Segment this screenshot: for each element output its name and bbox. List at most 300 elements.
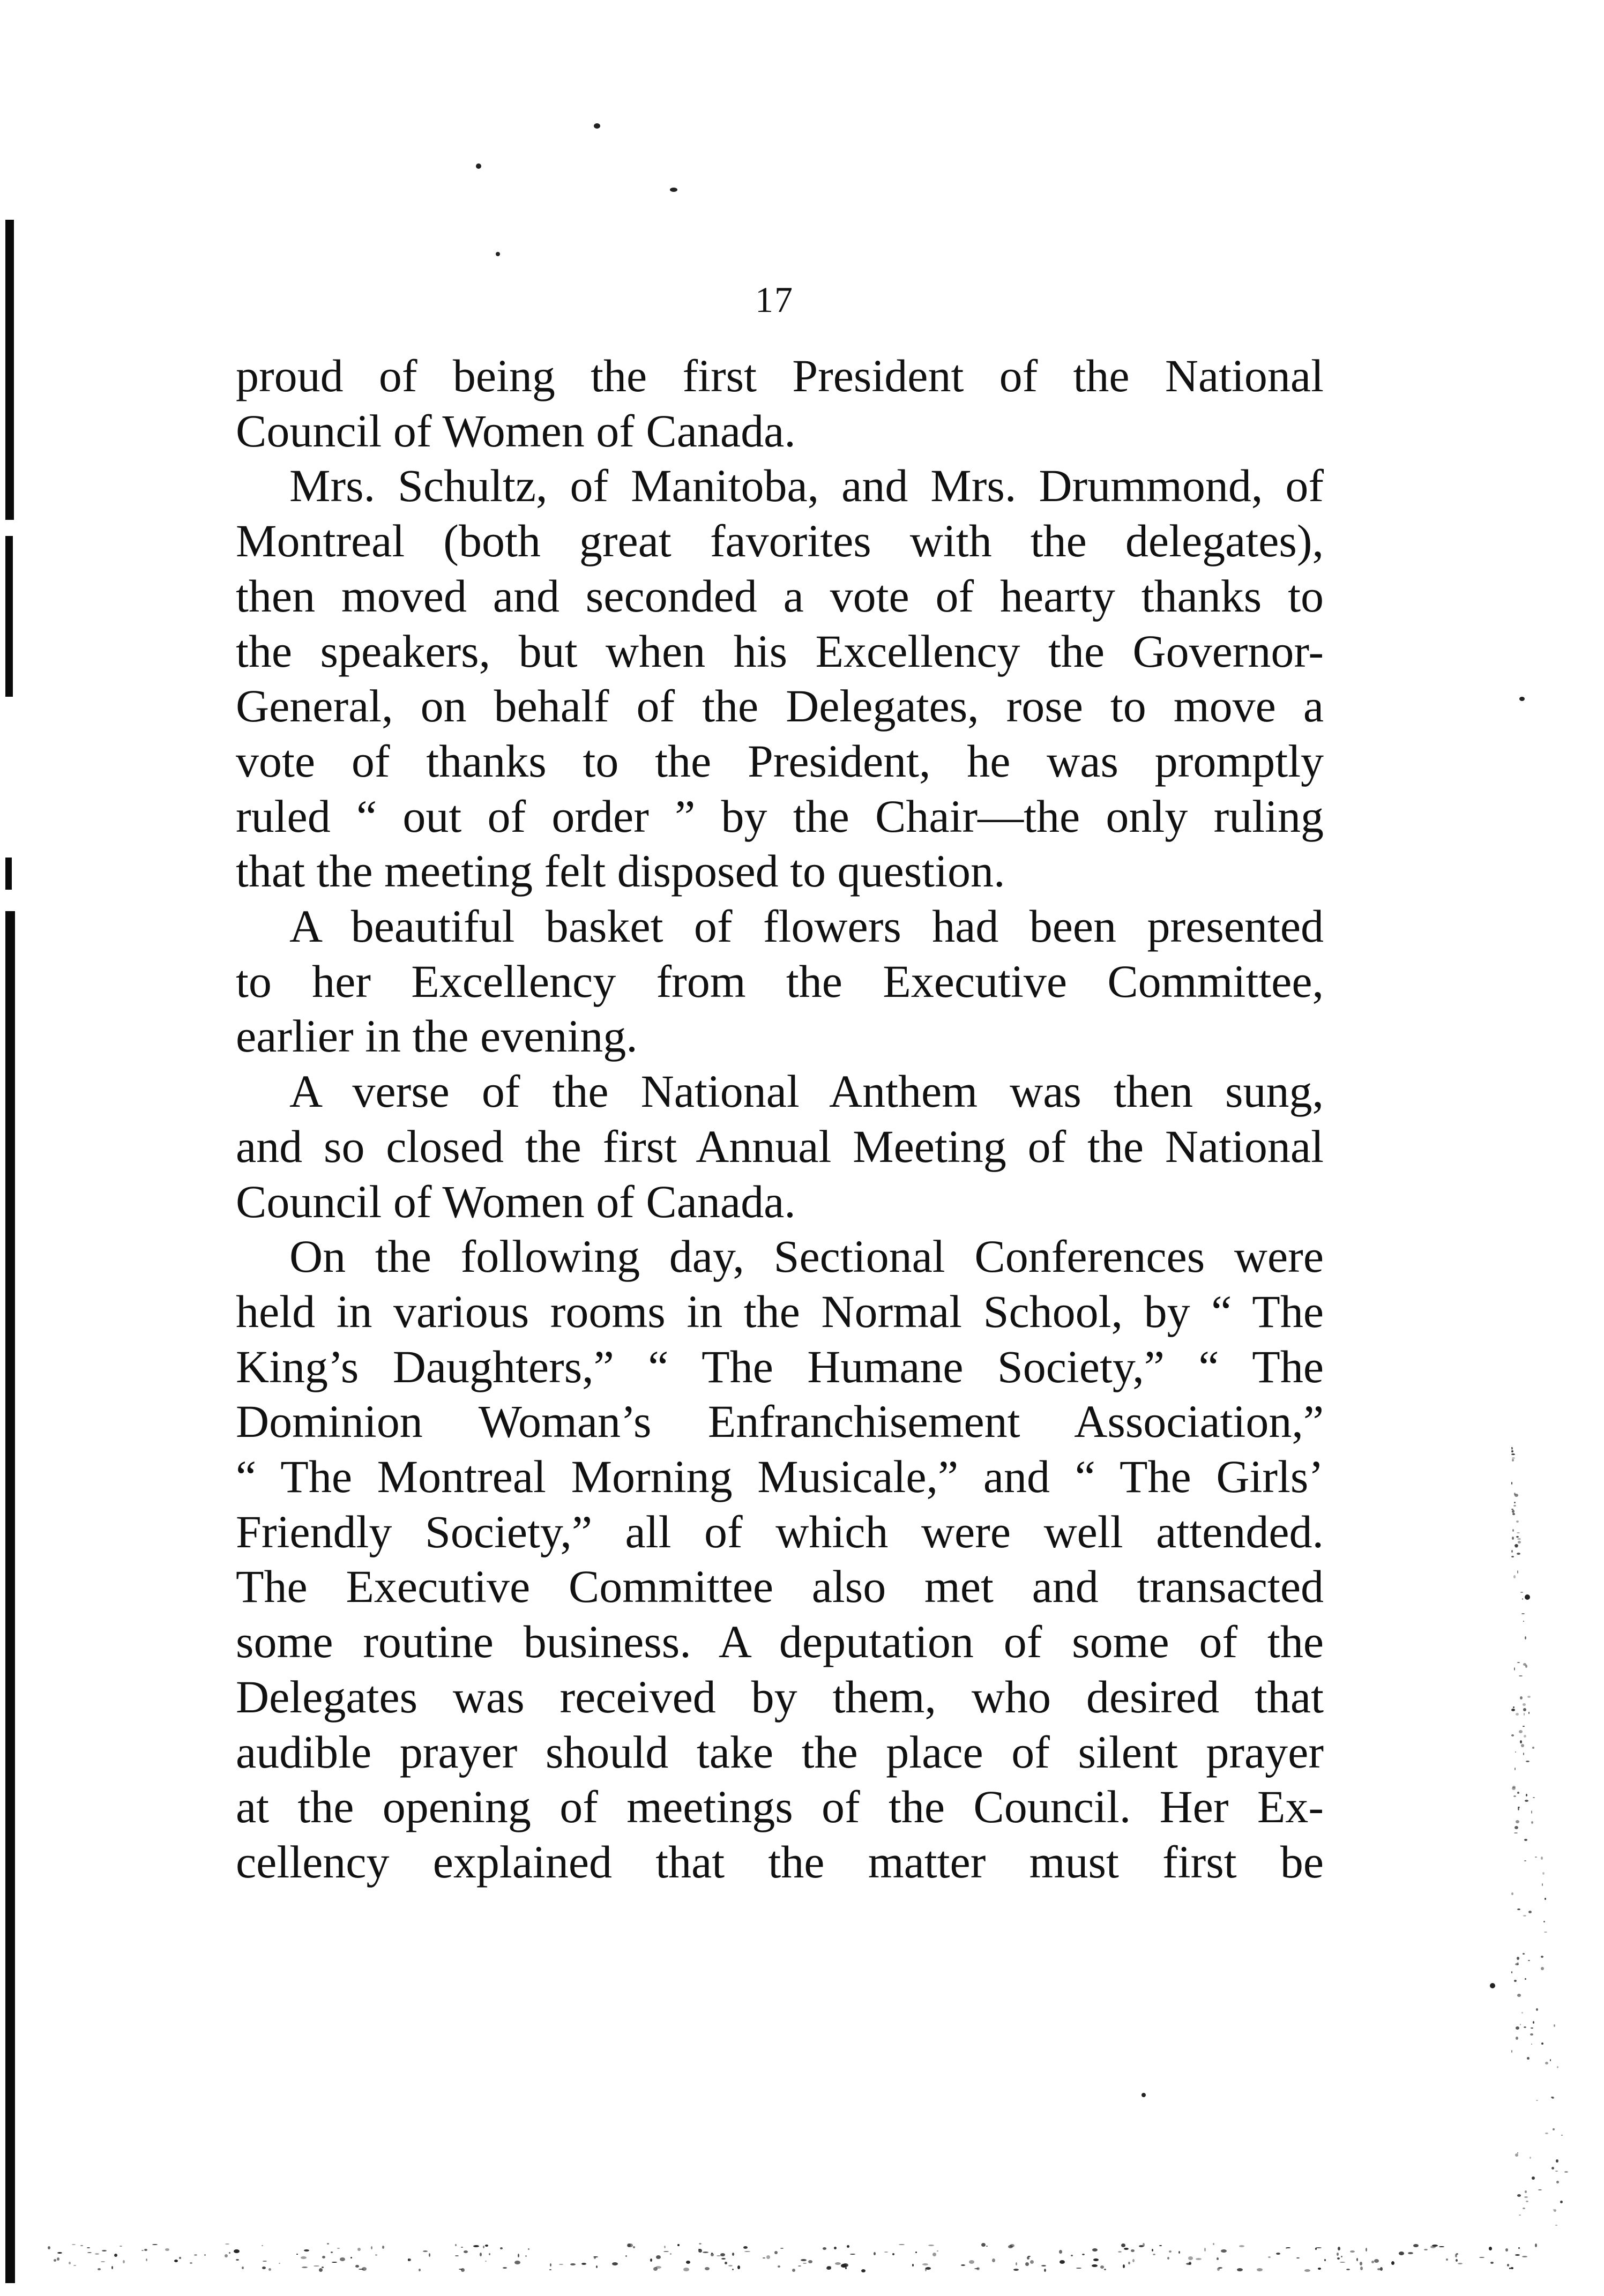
scan-speck: [670, 188, 677, 192]
scan-speck: [922, 2263, 928, 2265]
scan-speck: [1517, 1538, 1521, 1540]
scan-speck: [1268, 2256, 1271, 2258]
scan-speck: [792, 2269, 795, 2272]
scan-speck: [1517, 1994, 1521, 1997]
scan-speck: [1517, 2152, 1518, 2153]
scan-speck: [699, 2243, 702, 2245]
scan-speck: [1517, 1792, 1519, 1794]
scan-speck: [1100, 2265, 1104, 2269]
scan-speck: [485, 2261, 487, 2262]
scan-speck: [1511, 1450, 1513, 1452]
scan-speck: [1430, 2246, 1436, 2248]
scan-speck: [1028, 2256, 1031, 2257]
scan-speck: [1541, 1956, 1543, 1958]
scan-speck: [1550, 2059, 1551, 2061]
scan-speck: [808, 2260, 812, 2263]
scan-speck: [69, 2262, 71, 2264]
scan-speck: [1515, 2254, 1520, 2256]
scan-speck: [570, 2263, 576, 2265]
scan-speck: [981, 2243, 986, 2247]
scan-speck: [1517, 1532, 1520, 1533]
scan-speck: [1008, 2245, 1013, 2248]
scan-speck: [961, 2264, 965, 2266]
scan-speck: [1528, 1911, 1532, 1913]
scan-speck: [1413, 2244, 1419, 2247]
scan-speck: [485, 2245, 488, 2247]
scan-speck: [337, 2248, 340, 2249]
scan-speck: [1204, 2248, 1206, 2252]
scan-speck: [1545, 1898, 1546, 1900]
scan-speck: [322, 2256, 325, 2258]
scan-speck: [932, 2253, 936, 2256]
scan-speck: [1517, 1957, 1519, 1960]
scan-speck: [483, 2246, 484, 2248]
scan-speck: [500, 2247, 503, 2249]
scan-speck: [559, 2264, 563, 2265]
scan-speck: [664, 2246, 666, 2248]
scan-speck: [593, 2256, 598, 2257]
scan-speck: [1541, 2042, 1543, 2045]
text-line: earlier in the evening.: [236, 1010, 638, 1062]
scan-speck: [969, 2260, 974, 2264]
scan-speck: [301, 2256, 307, 2259]
text-line: Council of Women of Canada.: [236, 1175, 796, 1227]
scan-speck: [111, 2266, 113, 2269]
scan-speck: [1196, 2258, 1202, 2260]
text-line: held in various rooms in the Normal School, by “ The: [236, 1285, 1324, 1337]
scan-speck: [1514, 1667, 1515, 1671]
scan-speck: [101, 2261, 105, 2262]
scan-speck: [1013, 2269, 1019, 2271]
scan-speck: [1525, 2190, 1527, 2193]
scan-speck: [778, 2265, 780, 2268]
scan-speck: [725, 2262, 727, 2264]
scan-speck: [1527, 2057, 1530, 2060]
scan-speck: [705, 2267, 710, 2270]
scan-speck: [1511, 1453, 1515, 1455]
scan-speck: [937, 2250, 938, 2252]
scan-speck: [461, 2268, 465, 2272]
scan-speck: [1118, 2251, 1122, 2253]
scan-speck: [1531, 2027, 1533, 2029]
scan-speck: [141, 2250, 144, 2251]
scan-speck: [711, 2253, 713, 2254]
scan-speck: [1517, 1909, 1520, 1910]
scan-speck: [874, 2252, 876, 2255]
scan-speck: [1340, 2262, 1345, 2263]
scan-speck: [594, 123, 600, 129]
scan-speck: [1516, 1536, 1519, 1538]
scan-speck: [1237, 2268, 1243, 2271]
scan-speck: [1456, 2259, 1458, 2262]
scan-speck: [1350, 2250, 1355, 2253]
scan-speck: [1531, 2044, 1532, 2045]
scan-speck: [1167, 2257, 1169, 2260]
scan-speck: [1490, 2262, 1494, 2264]
scan-speck: [1521, 2012, 1523, 2014]
scan-speck: [1526, 1794, 1527, 1796]
scan-speck: [780, 2248, 784, 2249]
scan-speck: [612, 2262, 618, 2265]
scan-speck: [1511, 1447, 1512, 1448]
scan-speck: [1121, 2243, 1125, 2247]
scan-speck: [332, 2262, 337, 2263]
scan-speck: [1542, 1883, 1543, 1886]
scan-speck: [1555, 2171, 1558, 2172]
scan-speck: [899, 2244, 905, 2245]
scan-speck: [1356, 2258, 1358, 2261]
scan-speck: [80, 2245, 83, 2246]
text-line: vote of thanks to the President, he was promptly: [236, 735, 1324, 787]
scan-speck: [95, 2253, 99, 2255]
text-line: Friendly Society,” all of which were well attended.: [236, 1505, 1324, 1557]
scan-speck: [296, 2254, 298, 2255]
text-line: King’s Daughters,” “ The Humane Society,” “ The: [236, 1340, 1324, 1392]
scan-speck: [1532, 2176, 1535, 2180]
scan-speck: [57, 2252, 62, 2254]
scan-speck: [1516, 2037, 1518, 2040]
scan-speck: [1152, 2249, 1153, 2252]
scan-speck: [1324, 2259, 1326, 2261]
scan-speck: [194, 2254, 197, 2256]
scan-speck: [550, 2263, 551, 2267]
scan-speck: [1514, 1980, 1517, 1982]
scan-speck: [375, 2254, 377, 2256]
scan-speck: [518, 2254, 519, 2257]
scan-speck: [355, 2265, 359, 2268]
scan-speck: [1016, 2262, 1017, 2265]
scan-speck: [728, 2265, 733, 2267]
scan-speck: [1520, 2024, 1521, 2025]
scan-speck: [1526, 1761, 1530, 1762]
scan-speck: [1554, 2024, 1555, 2027]
scan-speck: [823, 2247, 826, 2250]
scan-speck: [1519, 1675, 1523, 1676]
scan-speck: [331, 2252, 333, 2253]
scan-speck: [1521, 1613, 1525, 1614]
scan-speck: [1524, 1735, 1526, 1738]
scan-speck: [98, 2268, 101, 2270]
scan-speck: [1515, 1826, 1518, 1829]
scan-speck: [1509, 2268, 1511, 2269]
scan-speck: [262, 2267, 266, 2269]
scan-speck: [1513, 1575, 1516, 1578]
scan-speck: [677, 2244, 680, 2246]
scan-speck: [1490, 1983, 1495, 1988]
scan-speck: [1276, 2253, 1280, 2255]
scan-speck: [1556, 2159, 1558, 2163]
scan-speck: [1142, 2093, 1146, 2097]
scan-speck: [225, 2243, 229, 2245]
scan-speck: [842, 2263, 848, 2267]
scan-speck: [1533, 2021, 1534, 2024]
scan-speck: [912, 2264, 914, 2267]
scan-speck: [340, 2257, 345, 2261]
text-line: the speakers, but when his Excellency the Governor-: [236, 625, 1324, 677]
scan-speck: [670, 2253, 672, 2255]
scan-speck: [1515, 2153, 1518, 2157]
scan-speck: [146, 2258, 147, 2261]
scan-speck: [650, 2258, 652, 2262]
scan-speck: [1523, 1621, 1524, 1622]
scan-speck: [1071, 2255, 1073, 2256]
scan-speck: [423, 2250, 428, 2252]
scan-speck: [1524, 2026, 1526, 2028]
scan-speck: [1446, 2258, 1448, 2261]
scan-speck: [1523, 1726, 1525, 1727]
scan-speck: [1532, 1747, 1534, 1749]
scan-speck: [1515, 1494, 1518, 1497]
scan-speck: [455, 2255, 459, 2256]
scan-speck: [1520, 1740, 1522, 1743]
scan-speck: [1524, 1713, 1525, 1716]
scan-speck: [1512, 1786, 1516, 1788]
scan-speck: [656, 2255, 661, 2259]
scan-speck: [663, 2251, 669, 2252]
scan-speck: [1511, 1709, 1515, 1711]
text-line: cellency explained that the matter must first be: [236, 1836, 1324, 1888]
text-line: On the following day, Sectional Conferences were: [289, 1231, 1324, 1283]
scan-speck: [1516, 1820, 1519, 1823]
paragraph: [236, 348, 1324, 458]
scan-speck: [1515, 1751, 1516, 1753]
scan-speck: [1535, 1857, 1537, 1858]
paragraph: [236, 458, 1324, 899]
scan-speck: [1458, 2263, 1463, 2264]
scan-speck: [48, 2246, 50, 2249]
scan-speck: [1551, 2097, 1554, 2099]
scan-speck: [1538, 2189, 1542, 2190]
scan-speck: [1424, 2249, 1428, 2250]
scan-speck: [123, 2260, 125, 2263]
scan-speck: [1169, 2250, 1172, 2253]
scan-speck: [54, 2259, 56, 2262]
scan-speck: [461, 2247, 463, 2248]
scan-speck: [1523, 1708, 1526, 1711]
scan-speck: [279, 2263, 280, 2264]
scan-speck: [1213, 2243, 1214, 2245]
scan-speck: [1514, 1832, 1518, 1833]
scan-speck: [1286, 2247, 1287, 2249]
scan-speck: [87, 2252, 92, 2253]
text-line: some routine business. A deputation of some of the: [236, 1616, 1324, 1668]
text-line: A verse of the National Anthem was then sung,: [289, 1065, 1324, 1117]
scan-speck: [915, 2252, 917, 2253]
scan-speck: [1528, 1960, 1530, 1961]
scan-speck: [1531, 1821, 1533, 1824]
scan-speck: [204, 2254, 206, 2256]
scan-speck: [1439, 2246, 1444, 2247]
scan-speck: [1536, 2008, 1538, 2011]
scan-speck: [1522, 2256, 1527, 2257]
scan-speck: [1511, 2050, 1512, 2053]
scan-speck: [1479, 2257, 1484, 2258]
scan-speck: [974, 2268, 979, 2269]
scan-speck: [114, 2254, 117, 2257]
scan-speck: [357, 2248, 361, 2251]
scan-speck: [1341, 2256, 1342, 2257]
scan-speck: [72, 2244, 76, 2245]
scan-speck: [302, 2267, 308, 2268]
scan-speck: [1523, 1753, 1524, 1755]
scan-speck: [834, 2247, 837, 2249]
scan-speck: [1557, 2066, 1558, 2068]
scan-speck: [236, 2259, 239, 2261]
text-line: ruled “ out of order ” by the Chair—the only ruling: [236, 790, 1324, 842]
scan-speck: [1512, 1459, 1514, 1462]
scan-speck: [1366, 2248, 1367, 2252]
scan-speck: [1239, 2245, 1244, 2247]
scan-speck: [304, 2249, 309, 2252]
scan-speck: [1544, 1932, 1547, 1933]
text-line: Mrs. Schultz, of Manitoba, and Mrs. Drummond, of: [289, 460, 1324, 512]
scan-speck: [1360, 2262, 1362, 2265]
scan-speck: [1178, 2251, 1180, 2254]
scan-speck: [1561, 2135, 1563, 2136]
scan-speck: [1523, 1953, 1525, 1955]
scan-speck: [1360, 2267, 1363, 2270]
scan-speck: [1511, 1482, 1512, 1485]
scan-speck: [1543, 1921, 1545, 1922]
scan-speck: [721, 2258, 726, 2260]
scan-speck: [1346, 2269, 1350, 2270]
scan-speck: [1517, 1570, 1518, 1574]
scan-speck: [1515, 1768, 1516, 1770]
scan-speck: [1533, 1797, 1535, 1798]
scan-speck: [1123, 2264, 1125, 2268]
scan-speck: [1124, 2248, 1129, 2250]
scan-speck: [382, 2246, 384, 2249]
scan-speck: [1516, 2026, 1519, 2030]
scan-speck: [1186, 2263, 1191, 2265]
scan-speck: [1527, 1696, 1531, 1698]
scan-speck: [1511, 1892, 1513, 1895]
scan-speck: [1560, 2201, 1563, 2203]
scan-speck: [262, 2245, 263, 2246]
scan-speck: [1044, 2269, 1046, 2272]
scan-speck: [1518, 1807, 1519, 1810]
scan-speck: [1553, 2128, 1555, 2130]
scan-speck: [766, 2255, 770, 2259]
scan-speck: [1076, 2268, 1081, 2269]
scan-speck: [1505, 2248, 1508, 2252]
scan-speck: [1513, 1706, 1515, 1708]
scan-speck: [1513, 1505, 1516, 1507]
scan-speck: [698, 2249, 700, 2250]
scan-speck: [1391, 2261, 1394, 2265]
scan-speck: [87, 2247, 90, 2248]
scan-speck: [1512, 1537, 1514, 1540]
scan-speck: [737, 2265, 740, 2269]
scan-speck: [350, 2257, 352, 2258]
scan-speck: [686, 2261, 690, 2264]
scan-speck: [596, 2265, 598, 2268]
text-line: proud of being the first President of the National: [236, 350, 1324, 401]
scan-speck: [1530, 2033, 1533, 2036]
scan-speck: [845, 2267, 847, 2269]
scan-speck: [234, 2249, 240, 2253]
scan-speck: [655, 2266, 661, 2269]
scan-speck: [1523, 2208, 1525, 2209]
scan-speck: [1545, 2133, 1548, 2134]
scan-speck: [928, 2245, 934, 2246]
scan-speck: [892, 2253, 894, 2255]
scan-speck: [1556, 2181, 1559, 2183]
scan-speck: [1128, 2262, 1130, 2264]
scan-speck: [314, 2265, 319, 2267]
scan-speck: [371, 2246, 372, 2249]
scan-speck: [1511, 1971, 1512, 1973]
scan-speck: [73, 2265, 76, 2266]
page-number: 17: [755, 279, 794, 320]
scan-speck: [455, 2244, 457, 2246]
scan-speck: [827, 2266, 831, 2268]
text-line: Delegates was received by them, who desired that: [236, 1671, 1324, 1723]
scan-speck: [1218, 2267, 1222, 2269]
text-line: then moved and seconded a vote of hearty thanks to: [236, 570, 1324, 622]
scan-speck: [263, 2261, 267, 2262]
scan-speck: [174, 2260, 178, 2262]
scan-speck: [1521, 1744, 1524, 1747]
scan-noise-bottom: [32, 2243, 1565, 2275]
scan-speck: [319, 2268, 323, 2272]
scan-speck: [1511, 1734, 1514, 1736]
scan-speck: [359, 2269, 364, 2270]
scan-speck: [1060, 2260, 1065, 2264]
scan-speck: [1511, 2267, 1513, 2269]
scan-speck: [847, 2245, 849, 2248]
scan-speck: [1304, 2269, 1310, 2272]
scan-speck: [1524, 1860, 1526, 1861]
scan-speck: [514, 2261, 520, 2264]
scan-speck: [1455, 2254, 1457, 2257]
text-line: The Executive Committee also met and transacted: [236, 1561, 1324, 1613]
scan-speck: [429, 2253, 430, 2257]
scan-speck: [1489, 2247, 1492, 2250]
scan-speck: [732, 2253, 734, 2256]
scan-speck: [322, 2267, 324, 2268]
text-line: A beautiful basket of flowers had been presented: [289, 900, 1324, 952]
scan-speck: [1519, 697, 1525, 701]
scan-speck: [1536, 2100, 1538, 2101]
scan-speck: [1517, 1553, 1520, 1555]
scan-speck: [1296, 2257, 1300, 2258]
scan-speck: [1143, 2243, 1145, 2247]
scan-speck: [1522, 1598, 1523, 1600]
scan-speck: [190, 2262, 192, 2264]
scan-speck: [1221, 2249, 1227, 2253]
scan-speck: [102, 2250, 107, 2252]
paragraph: [236, 899, 1324, 1064]
scan-speck: [1131, 2249, 1135, 2252]
scan-speck: [720, 2253, 725, 2256]
scan-speck: [1512, 1513, 1515, 1515]
scan-speck: [179, 2257, 181, 2259]
scan-speck: [1525, 1800, 1528, 1802]
text-line: that the meeting felt disposed to question.: [236, 845, 1005, 897]
scan-speck: [408, 2258, 411, 2261]
scan-speck: [480, 2253, 482, 2256]
scan-speck: [1041, 2265, 1046, 2267]
scan-speck: [1338, 2247, 1340, 2250]
scan-speck: [1318, 2268, 1321, 2270]
scan-speck: [1517, 1662, 1520, 1663]
scan-noise-right: [1511, 1447, 1586, 2251]
scan-speck: [144, 2249, 147, 2251]
scan-speck: [774, 2251, 778, 2254]
text-line: “ The Montreal Morning Musicale,” and “ The Girls’: [236, 1451, 1324, 1503]
scan-speck: [743, 2246, 748, 2249]
